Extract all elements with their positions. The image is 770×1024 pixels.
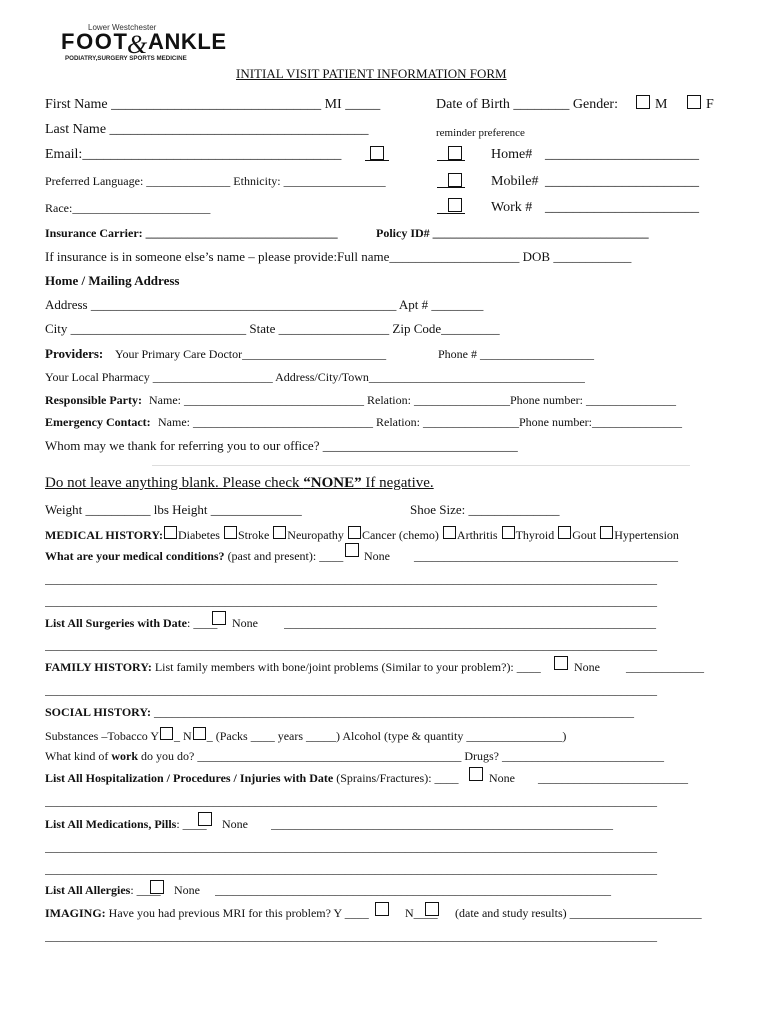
- surgeries-row: [45, 616, 217, 631]
- reminder-preference-label: reminder preference: [436, 127, 525, 139]
- surgeries-line[interactable]: ______________________________________________________________: [284, 616, 656, 630]
- mobile-phone-label: Mobile#: [491, 174, 539, 189]
- providers-label: Providers:: [45, 346, 104, 361]
- city-state-zip-field[interactable]: City ___________________________ State _________________ Zip Code_________: [45, 321, 500, 336]
- pharmacy-field[interactable]: Your Local Pharmacy ____________________ Address/City/Town____________________________________: [45, 370, 585, 384]
- tobacco-yes-checkbox[interactable]: [160, 727, 173, 740]
- allergies-label: List All Allergies: [45, 883, 131, 897]
- tobacco-no-checkbox[interactable]: [193, 727, 206, 740]
- hospitalization-line[interactable]: _________________________: [538, 771, 688, 785]
- condition-gout: Gout: [572, 528, 597, 542]
- gout-checkbox[interactable]: [558, 526, 571, 539]
- family-history-text: List family members with bone/joint problems (Similar to your problem?): ____: [154, 660, 541, 674]
- medical-conditions-paren: (past and present): ____: [227, 549, 344, 563]
- email-reminder-checkbox[interactable]: [370, 146, 384, 160]
- condition-diabetes: Diabetes: [177, 528, 220, 542]
- surgeries-none-label: None: [232, 616, 258, 630]
- form-title: INITIAL VISIT PATIENT INFORMATION FORM: [236, 66, 507, 81]
- hospitalization-row: [45, 771, 459, 786]
- instructions-notice: [45, 475, 434, 492]
- imaging-question: Have you had previous MRI for this problem? Y ____: [108, 906, 369, 920]
- condition-stroke: Stroke: [237, 528, 270, 542]
- medical-history-row: [45, 526, 679, 543]
- shoe-size-field[interactable]: Shoe Size: ______________: [410, 502, 560, 517]
- insurance-carrier-field[interactable]: Insurance Carrier: ________________________________: [45, 226, 338, 240]
- home-phone-field[interactable]: ______________________: [545, 147, 699, 162]
- surgeries-label: List All Surgeries with Date: [45, 616, 187, 630]
- medications-row: [45, 817, 207, 832]
- allergies-none-checkbox[interactable]: [150, 880, 164, 894]
- medical-conditions-label: What are your medical conditions?: [45, 549, 225, 563]
- medications-none-checkbox[interactable]: [198, 812, 212, 826]
- medical-conditions-line-3[interactable]: ______________________________________________________________________________________________________: [45, 594, 657, 608]
- medications-none-label: None: [222, 817, 248, 831]
- insured-name-dob-field[interactable]: If insurance is in someone else’s name – please provide:Full name____________________ DOB ____________: [45, 249, 632, 264]
- logo-line1: Lower Westchester: [88, 23, 157, 32]
- gender-f-checkbox[interactable]: [687, 95, 701, 109]
- work-drugs-field[interactable]: do you do? ____________________________________________ Drugs? ___________________________: [141, 749, 664, 763]
- mobile-phone-field[interactable]: ______________________: [545, 174, 699, 189]
- work-bold-label: work: [111, 749, 138, 763]
- primary-care-doctor-field[interactable]: Your Primary Care Doctor________________________: [115, 347, 387, 361]
- medical-conditions-line-2[interactable]: ______________________________________________________________________________________________________: [45, 572, 657, 586]
- imaging-no-label: N____: [405, 906, 438, 920]
- imaging-details-field[interactable]: (date and study results) ______________________: [455, 906, 702, 920]
- medical-conditions-line[interactable]: ____________________________________________: [414, 549, 678, 563]
- medical-conditions-none-label: None: [364, 549, 390, 563]
- condition-thyroid: Thyroid: [515, 528, 555, 542]
- work-phone-label: Work #: [491, 200, 533, 215]
- gender-m-checkbox[interactable]: [636, 95, 650, 109]
- weight-height-field[interactable]: Weight __________ lbs Height ______________: [45, 502, 302, 517]
- allergies-none-label: None: [174, 883, 200, 897]
- logo-line3: PODIATRY,SURGERY SPORTS MEDICINE: [65, 55, 187, 62]
- logo-ankle: ANKLE: [148, 29, 226, 54]
- substances-details[interactable]: (Packs ____ years _____) Alcohol (type & quantity ________________): [215, 729, 567, 743]
- gender-f-label: F: [706, 97, 714, 112]
- home-checkbox-underline: [437, 160, 465, 161]
- home-phone-label: Home#: [491, 147, 533, 162]
- family-history-label: FAMILY HISTORY:: [45, 660, 152, 674]
- arthritis-checkbox[interactable]: [443, 526, 456, 539]
- logo-ampersand: &: [127, 30, 148, 59]
- imaging-label: IMAGING:: [45, 906, 106, 920]
- family-history-line-2[interactable]: ______________________________________________________________________________________________________: [45, 683, 657, 697]
- work-checkbox-underline: [437, 213, 465, 214]
- work-reminder-checkbox[interactable]: [448, 198, 462, 212]
- responsible-party-label: Responsible Party:: [45, 393, 142, 407]
- family-history-row: [45, 660, 541, 675]
- notice-prefix: Do not leave anything blank. Please check: [45, 475, 304, 491]
- responsible-party-field[interactable]: Name: ______________________________ Relation: ________________Phone number: _______________: [149, 393, 676, 407]
- last-name-field[interactable]: Last Name _____________________________________: [45, 122, 369, 137]
- diabetes-checkbox[interactable]: [164, 526, 177, 539]
- hypertension-checkbox[interactable]: [600, 526, 613, 539]
- medications-label: List All Medications, Pills: [45, 817, 177, 831]
- thyroid-checkbox[interactable]: [502, 526, 515, 539]
- provider-phone-field[interactable]: Phone # ___________________: [438, 347, 594, 361]
- mobile-reminder-checkbox[interactable]: [448, 173, 462, 187]
- address-field[interactable]: Address _______________________________________________ Apt # ________: [45, 297, 484, 312]
- condition-arthritis: Arthritis: [456, 528, 498, 542]
- section-divider: [152, 465, 690, 466]
- condition-hypertension: Hypertension: [614, 528, 679, 542]
- allergies-row: [45, 883, 161, 898]
- policy-id-field[interactable]: Policy ID# ____________________________________: [376, 226, 649, 240]
- emergency-contact-label: Emergency Contact:: [45, 415, 151, 429]
- gender-m-label: M: [655, 97, 668, 112]
- neuropathy-checkbox[interactable]: [273, 526, 286, 539]
- first-name-field[interactable]: First Name ______________________________ MI _____: [45, 97, 381, 112]
- imaging-row: [45, 906, 369, 921]
- family-history-line[interactable]: _____________: [626, 660, 704, 674]
- medications-line[interactable]: _________________________________________________________: [271, 817, 613, 831]
- medications-line-2[interactable]: ______________________________________________________________________________________________________: [45, 840, 657, 854]
- work-phone-field[interactable]: ______________________: [545, 200, 699, 215]
- social-history-label: SOCIAL HISTORY:: [45, 705, 151, 719]
- tobacco-label: Substances –Tobacco Y: [45, 729, 160, 743]
- imaging-line-2[interactable]: ______________________________________________________________________________________________________: [45, 929, 657, 943]
- cancer-checkbox[interactable]: [348, 526, 361, 539]
- condition-neuropathy: Neuropathy: [287, 528, 344, 542]
- mobile-checkbox-underline: [437, 187, 465, 188]
- language-ethnicity-field[interactable]: Preferred Language: ______________ Ethnicity: _________________: [45, 174, 386, 188]
- substances-row: Substances –Tobacco Y _ N _ (Packs ____ years _____) Alcohol (type & quantity ________________): [45, 729, 567, 743]
- family-history-none-checkbox[interactable]: [554, 656, 568, 670]
- imaging-yes-checkbox[interactable]: [375, 902, 389, 916]
- work-row: [45, 749, 664, 764]
- hospitalization-paren: (Sprains/Fractures): ____: [336, 771, 459, 785]
- practice-logo: [60, 22, 230, 62]
- family-history-none-label: None: [574, 660, 600, 674]
- medical-history-label: MEDICAL HISTORY:: [45, 528, 163, 542]
- surgeries-none-checkbox[interactable]: [212, 611, 226, 625]
- condition-cancer: Cancer (chemo): [361, 528, 439, 542]
- work-kind-label: What kind of: [45, 749, 109, 763]
- notice-suffix: If negative.: [361, 475, 434, 491]
- logo-foot: FOOT: [61, 29, 127, 54]
- dob-gender-field[interactable]: Date of Birth ________ Gender:: [436, 97, 618, 112]
- race-field[interactable]: Race:_______________________: [45, 201, 211, 215]
- email-field[interactable]: Email:_____________________________________: [45, 147, 342, 162]
- referral-field[interactable]: Whom may we thank for referring you to our office? ______________________________: [45, 438, 518, 453]
- social-history-row: [45, 705, 634, 720]
- medications-line-3[interactable]: ______________________________________________________________________________________________________: [45, 862, 657, 876]
- hospitalization-none-label: None: [489, 771, 515, 785]
- hospitalization-line-2[interactable]: ______________________________________________________________________________________________________: [45, 794, 657, 808]
- medical-conditions-row: [45, 549, 343, 564]
- allergies-line[interactable]: __________________________________________________________________: [215, 883, 611, 897]
- social-history-line[interactable]: ________________________________________________________________________________: [153, 705, 634, 719]
- hospitalization-none-checkbox[interactable]: [469, 767, 483, 781]
- medications-after: : ____: [176, 817, 207, 831]
- home-mailing-heading: Home / Mailing Address: [45, 273, 180, 288]
- tobacco-no-label: N: [183, 729, 192, 743]
- email-checkbox-underline: [365, 160, 389, 161]
- allergies-after: : ____: [130, 883, 161, 897]
- imaging-no-checkbox[interactable]: [425, 902, 439, 916]
- emergency-contact-field[interactable]: Name: ______________________________ Relation: ________________Phone number:_______________: [158, 415, 682, 429]
- notice-none: “NONE”: [303, 475, 362, 491]
- medical-conditions-none-checkbox[interactable]: [345, 543, 359, 557]
- home-reminder-checkbox[interactable]: [448, 146, 462, 160]
- hospitalization-label: List All Hospitalization / Procedures / Injuries with Date: [45, 771, 334, 785]
- surgeries-line-2[interactable]: ______________________________________________________________________________________________________: [45, 638, 657, 652]
- surgeries-after: : ____: [187, 616, 218, 630]
- stroke-checkbox[interactable]: [224, 526, 237, 539]
